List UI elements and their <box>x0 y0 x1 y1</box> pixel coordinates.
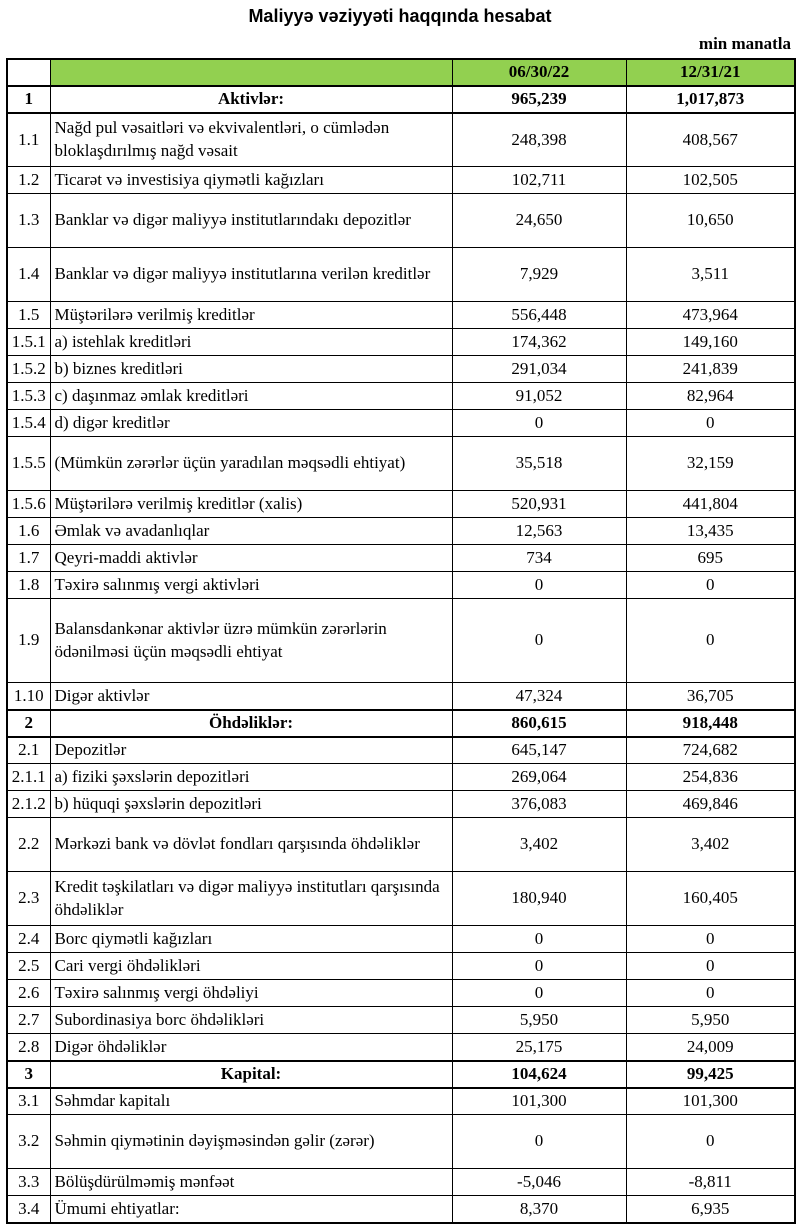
row-label: Kapital: <box>50 1061 452 1088</box>
row-value-12-31-21: -8,811 <box>626 1169 795 1196</box>
row-value-12-31-21: 441,804 <box>626 491 795 518</box>
row-label: Səhmdar kapitalı <box>50 1088 452 1115</box>
row-number: 1.6 <box>7 518 50 545</box>
table-row <box>7 1169 795 1196</box>
row-value-12-31-21: 0 <box>626 410 795 437</box>
unit-note: min manatla <box>698 34 791 53</box>
row-value-12-31-21: 24,009 <box>626 1034 795 1061</box>
row-value-06-30-22: 0 <box>452 953 626 980</box>
row-label: Öhdəliklər: <box>50 710 452 737</box>
row-label: Səhmin qiymətinin dəyişməsindən gəlir (zərər) <box>50 1115 452 1169</box>
header-date-col-2: 12/31/21 <box>626 59 795 86</box>
row-number: 1.10 <box>7 683 50 710</box>
row-label: a) fiziki şəxslərin depozitləri <box>50 764 452 791</box>
row-label: Təxirə salınmış vergi öhdəliyi <box>50 980 452 1007</box>
table-row <box>7 167 795 194</box>
table-row <box>7 437 795 491</box>
row-value-12-31-21: 0 <box>626 980 795 1007</box>
row-value-12-31-21: 918,448 <box>626 710 795 737</box>
row-value-12-31-21: 10,650 <box>626 194 795 248</box>
table-row <box>7 518 795 545</box>
row-label: Ticarət və investisiya qiymətli kağızları <box>50 167 452 194</box>
table-row <box>7 194 795 248</box>
row-value-12-31-21: 82,964 <box>626 383 795 410</box>
row-value-12-31-21: 724,682 <box>626 737 795 764</box>
row-value-06-30-22: 269,064 <box>452 764 626 791</box>
table-row <box>7 980 795 1007</box>
header-corner-cell <box>7 59 50 86</box>
row-number: 2.4 <box>7 926 50 953</box>
row-value-06-30-22: 291,034 <box>452 356 626 383</box>
header-row <box>7 59 795 86</box>
row-value-06-30-22: 645,147 <box>452 737 626 764</box>
table-row <box>7 302 795 329</box>
row-value-06-30-22: 35,518 <box>452 437 626 491</box>
row-label: Bölüşdürülməmiş mənfəət <box>50 1169 452 1196</box>
row-number: 1 <box>7 86 50 113</box>
table-row <box>7 1007 795 1034</box>
table-body <box>7 86 795 1223</box>
row-value-06-30-22: 556,448 <box>452 302 626 329</box>
row-number: 1.5.2 <box>7 356 50 383</box>
table-header <box>7 59 795 86</box>
row-value-12-31-21: 32,159 <box>626 437 795 491</box>
row-label: Qeyri-maddi aktivlər <box>50 545 452 572</box>
header-date-col-1: 06/30/22 <box>452 59 626 86</box>
row-value-06-30-22: 520,931 <box>452 491 626 518</box>
row-number: 3.2 <box>7 1115 50 1169</box>
row-value-06-30-22: 24,650 <box>452 194 626 248</box>
row-number: 2.2 <box>7 818 50 872</box>
table-row <box>7 545 795 572</box>
row-number: 1.1 <box>7 113 50 167</box>
row-number: 3.3 <box>7 1169 50 1196</box>
row-label: Banklar və digər maliyyə institutlarındakı depozitlər <box>50 194 452 248</box>
row-value-12-31-21: 160,405 <box>626 872 795 926</box>
row-value-12-31-21: 1,017,873 <box>626 86 795 113</box>
table-row <box>7 926 795 953</box>
row-label: Digər öhdəliklər <box>50 1034 452 1061</box>
table-row <box>7 872 795 926</box>
row-label: Müştərilərə verilmiş kreditlər <box>50 302 452 329</box>
row-label: Balansdankənar aktivlər üzrə mümkün zərərlərin ödənilməsi üçün məqsədli ehtiyat <box>50 599 452 683</box>
row-label: Müştərilərə verilmiş kreditlər (xalis) <box>50 491 452 518</box>
table-row <box>7 599 795 683</box>
row-value-06-30-22: 180,940 <box>452 872 626 926</box>
row-label: Əmlak və avadanlıqlar <box>50 518 452 545</box>
row-label: a) istehlak kreditləri <box>50 329 452 356</box>
row-label: b) hüquqi şəxslərin depozitləri <box>50 791 452 818</box>
row-value-06-30-22: 248,398 <box>452 113 626 167</box>
row-value-06-30-22: 12,563 <box>452 518 626 545</box>
row-value-06-30-22: 0 <box>452 410 626 437</box>
row-label: Borc qiymətli kağızları <box>50 926 452 953</box>
row-value-12-31-21: 0 <box>626 572 795 599</box>
table-row <box>7 383 795 410</box>
row-value-06-30-22: 174,362 <box>452 329 626 356</box>
row-label: Cari vergi öhdəlikləri <box>50 953 452 980</box>
row-label: d) digər kreditlər <box>50 410 452 437</box>
row-value-06-30-22: 102,711 <box>452 167 626 194</box>
row-value-12-31-21: 13,435 <box>626 518 795 545</box>
row-label: Aktivlər: <box>50 86 452 113</box>
row-value-12-31-21: 5,950 <box>626 1007 795 1034</box>
row-value-06-30-22: 734 <box>452 545 626 572</box>
row-number: 1.5.1 <box>7 329 50 356</box>
row-value-06-30-22: 7,929 <box>452 248 626 302</box>
table-row <box>7 491 795 518</box>
row-value-12-31-21: 408,567 <box>626 113 795 167</box>
row-label: Depozitlər <box>50 737 452 764</box>
table-row <box>7 764 795 791</box>
row-number: 1.5 <box>7 302 50 329</box>
row-label: c) daşınmaz əmlak kreditləri <box>50 383 452 410</box>
table-row <box>7 683 795 710</box>
table-row <box>7 356 795 383</box>
row-value-12-31-21: 0 <box>626 1115 795 1169</box>
table-row <box>7 1061 795 1088</box>
row-value-12-31-21: 0 <box>626 599 795 683</box>
row-label: Təxirə salınmış vergi aktivləri <box>50 572 452 599</box>
table-row <box>7 1115 795 1169</box>
row-value-12-31-21: 469,846 <box>626 791 795 818</box>
financial-position-table <box>6 58 796 1224</box>
row-number: 2.1 <box>7 737 50 764</box>
row-value-12-31-21: 3,511 <box>626 248 795 302</box>
row-number: 1.5.4 <box>7 410 50 437</box>
row-value-06-30-22: 0 <box>452 572 626 599</box>
row-number: 1.3 <box>7 194 50 248</box>
row-number: 3 <box>7 1061 50 1088</box>
table-row <box>7 248 795 302</box>
row-value-06-30-22: 965,239 <box>452 86 626 113</box>
row-number: 1.5.6 <box>7 491 50 518</box>
page-title: Maliyyə vəziyyəti haqqında hesabat <box>248 6 552 26</box>
table-row <box>7 818 795 872</box>
row-number: 3.1 <box>7 1088 50 1115</box>
table-row <box>7 113 795 167</box>
row-label: Mərkəzi bank və dövlət fondları qarşısında öhdəliklər <box>50 818 452 872</box>
table-row <box>7 1088 795 1115</box>
row-value-06-30-22: 104,624 <box>452 1061 626 1088</box>
row-label: Subordinasiya borc öhdəlikləri <box>50 1007 452 1034</box>
row-value-06-30-22: 47,324 <box>452 683 626 710</box>
row-number: 2.5 <box>7 953 50 980</box>
table-row <box>7 791 795 818</box>
table-row <box>7 572 795 599</box>
table-row <box>7 410 795 437</box>
row-number: 1.4 <box>7 248 50 302</box>
row-value-12-31-21: 3,402 <box>626 818 795 872</box>
row-number: 1.2 <box>7 167 50 194</box>
row-number: 2.7 <box>7 1007 50 1034</box>
row-number: 2.1.2 <box>7 791 50 818</box>
row-value-06-30-22: 0 <box>452 926 626 953</box>
row-value-12-31-21: 0 <box>626 953 795 980</box>
row-value-12-31-21: 101,300 <box>626 1088 795 1115</box>
row-value-12-31-21: 695 <box>626 545 795 572</box>
row-number: 2.3 <box>7 872 50 926</box>
table-row <box>7 737 795 764</box>
row-number: 1.7 <box>7 545 50 572</box>
row-number: 3.4 <box>7 1196 50 1223</box>
row-value-06-30-22: 0 <box>452 1115 626 1169</box>
row-label: Kredit təşkilatları və digər maliyyə institutları qarşısında öhdəliklər <box>50 872 452 926</box>
row-label: Digər aktivlər <box>50 683 452 710</box>
row-number: 2.8 <box>7 1034 50 1061</box>
row-number: 1.9 <box>7 599 50 683</box>
row-value-06-30-22: 0 <box>452 980 626 1007</box>
table-row <box>7 329 795 356</box>
row-number: 2.1.1 <box>7 764 50 791</box>
row-value-12-31-21: 254,836 <box>626 764 795 791</box>
row-label: (Mümkün zərərlər üçün yaradılan məqsədli ehtiyat) <box>50 437 452 491</box>
row-label: Ümumi ehtiyatlar: <box>50 1196 452 1223</box>
row-value-12-31-21: 149,160 <box>626 329 795 356</box>
table-row <box>7 953 795 980</box>
row-value-12-31-21: 473,964 <box>626 302 795 329</box>
row-value-06-30-22: 101,300 <box>452 1088 626 1115</box>
row-value-12-31-21: 0 <box>626 926 795 953</box>
row-value-12-31-21: 36,705 <box>626 683 795 710</box>
row-value-06-30-22: 91,052 <box>452 383 626 410</box>
row-label: Nağd pul vəsaitləri və ekvivalentləri, o cümlədən bloklaşdırılmış nağd vəsait <box>50 113 452 167</box>
row-number: 1.5.5 <box>7 437 50 491</box>
row-value-12-31-21: 102,505 <box>626 167 795 194</box>
row-number: 1.5.3 <box>7 383 50 410</box>
row-value-06-30-22: 3,402 <box>452 818 626 872</box>
row-number: 1.8 <box>7 572 50 599</box>
row-value-06-30-22: 376,083 <box>452 791 626 818</box>
row-number: 2 <box>7 710 50 737</box>
row-value-06-30-22: 860,615 <box>452 710 626 737</box>
header-label-cell <box>50 59 452 86</box>
table-row <box>7 710 795 737</box>
row-label: Banklar və digər maliyyə institutlarına verilən kreditlər <box>50 248 452 302</box>
table-row <box>7 1196 795 1223</box>
row-value-12-31-21: 6,935 <box>626 1196 795 1223</box>
row-label: b) biznes kreditləri <box>50 356 452 383</box>
row-value-06-30-22: 25,175 <box>452 1034 626 1061</box>
row-value-12-31-21: 241,839 <box>626 356 795 383</box>
row-value-06-30-22: -5,046 <box>452 1169 626 1196</box>
table-row <box>7 86 795 113</box>
row-value-06-30-22: 5,950 <box>452 1007 626 1034</box>
row-number: 2.6 <box>7 980 50 1007</box>
row-value-12-31-21: 99,425 <box>626 1061 795 1088</box>
row-value-06-30-22: 0 <box>452 599 626 683</box>
table-row <box>7 1034 795 1061</box>
row-value-06-30-22: 8,370 <box>452 1196 626 1223</box>
